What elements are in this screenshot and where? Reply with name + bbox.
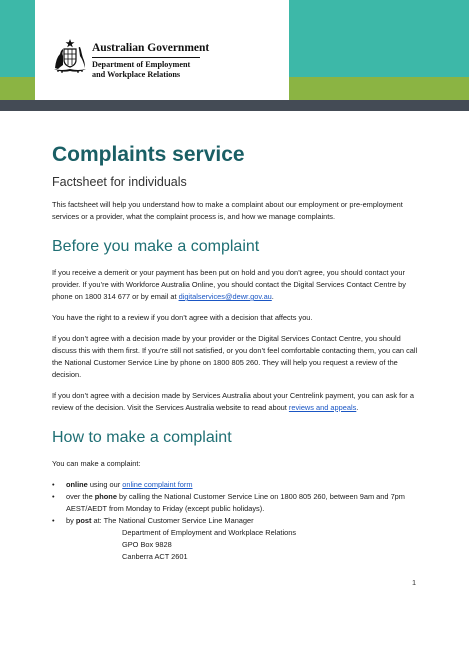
email-link[interactable]: digitalservices@dewr.gov.au — [178, 292, 272, 301]
page-subtitle: Factsheet for individuals — [52, 175, 187, 189]
coat-of-arms-icon — [52, 38, 88, 74]
banner-teal-left — [0, 0, 35, 77]
bullet-icon: • — [52, 492, 55, 501]
method-online-text: using our — [87, 480, 123, 489]
bullet-icon: • — [52, 516, 55, 525]
bullet-icon: • — [52, 480, 55, 489]
page-title: Complaints service — [52, 143, 245, 166]
complaint-methods-list — [52, 479, 422, 563]
method-phone-text: by calling the National Customer Service Line on 1800 805 260, between 9am and 7pm AEST/AEDT from Monday to Friday (except public holidays). — [66, 492, 405, 513]
complaint-methods-lead: You can make a complaint: — [52, 459, 141, 468]
paragraph-demerit — [52, 267, 422, 303]
method-online-label: online — [66, 480, 88, 489]
paragraph-demerit-end: . — [271, 292, 274, 301]
paragraph-services-australia — [52, 390, 422, 414]
government-name: Australian Government — [92, 42, 210, 54]
banner-lime-left — [0, 77, 35, 100]
paragraph-services-australia-text: If you don’t agree with a decision made by Services Australia about your Centrelink payment, you can ask for a review of the decision. Visit the Services Australia website to read about — [52, 391, 414, 412]
method-post-label: post — [75, 516, 92, 525]
method-phone-label: phone — [94, 492, 117, 501]
banner-lime-right — [289, 77, 469, 100]
paragraph-right-to-review: You have the right to a review if you don’t agree with a decision that affects you. — [52, 313, 313, 322]
document-body — [52, 141, 422, 563]
paragraph-provider-decision: If you don’t agree with a decision made by your provider or the Digital Services Contact Centre, you should discuss this with them first. If you’re still not satisfied, or you don’t feel comfortable contacting them, you can call the National Customer Service Line by phone on 1800 805 260. They will help you request a review of the decision. — [52, 334, 418, 379]
paragraph-services-australia-end: . — [356, 403, 359, 412]
list-item-online — [52, 479, 422, 491]
page-number: 1 — [412, 578, 417, 587]
list-item-post — [52, 515, 422, 563]
method-post-text: at: The National Customer Service Line Manager — [91, 516, 254, 525]
logo-divider — [92, 57, 200, 58]
department-name-line1: Department of Employment — [92, 60, 191, 69]
postal-address-line: Department of Employment and Workplace Relations — [122, 528, 297, 537]
section-heading-how: How to make a complaint — [52, 429, 232, 446]
paragraph-demerit-text: If you receive a demerit or your payment has been put on hold and you don’t agree, you should contact your provider. If you’re with Workforce Australia Online, you should contact the Digital Services Contact Centre by phone on 1800 314 677 or by email at — [52, 268, 406, 301]
department-name-line2: and Workplace Relations — [92, 70, 181, 79]
intro-paragraph: This factsheet will help you understand how to make a complaint about our employment or pre-employment services or a provider, what the complaint process is, and how we manage complaints. — [52, 200, 403, 221]
list-item-phone — [52, 491, 422, 515]
method-post-pre: by — [66, 516, 76, 525]
postal-address-line: Canberra ACT 2601 — [122, 552, 188, 561]
section-heading-before: Before you make a complaint — [52, 238, 260, 255]
postal-address-line: GPO Box 9828 — [122, 540, 172, 549]
header-banner — [0, 0, 469, 111]
banner-teal-right — [289, 0, 469, 77]
online-complaint-form-link[interactable]: online complaint form — [122, 480, 193, 489]
reviews-appeals-link[interactable]: reviews and appeals — [288, 403, 357, 412]
banner-slate-strip — [0, 100, 469, 111]
method-phone-pre: over the — [66, 492, 95, 501]
